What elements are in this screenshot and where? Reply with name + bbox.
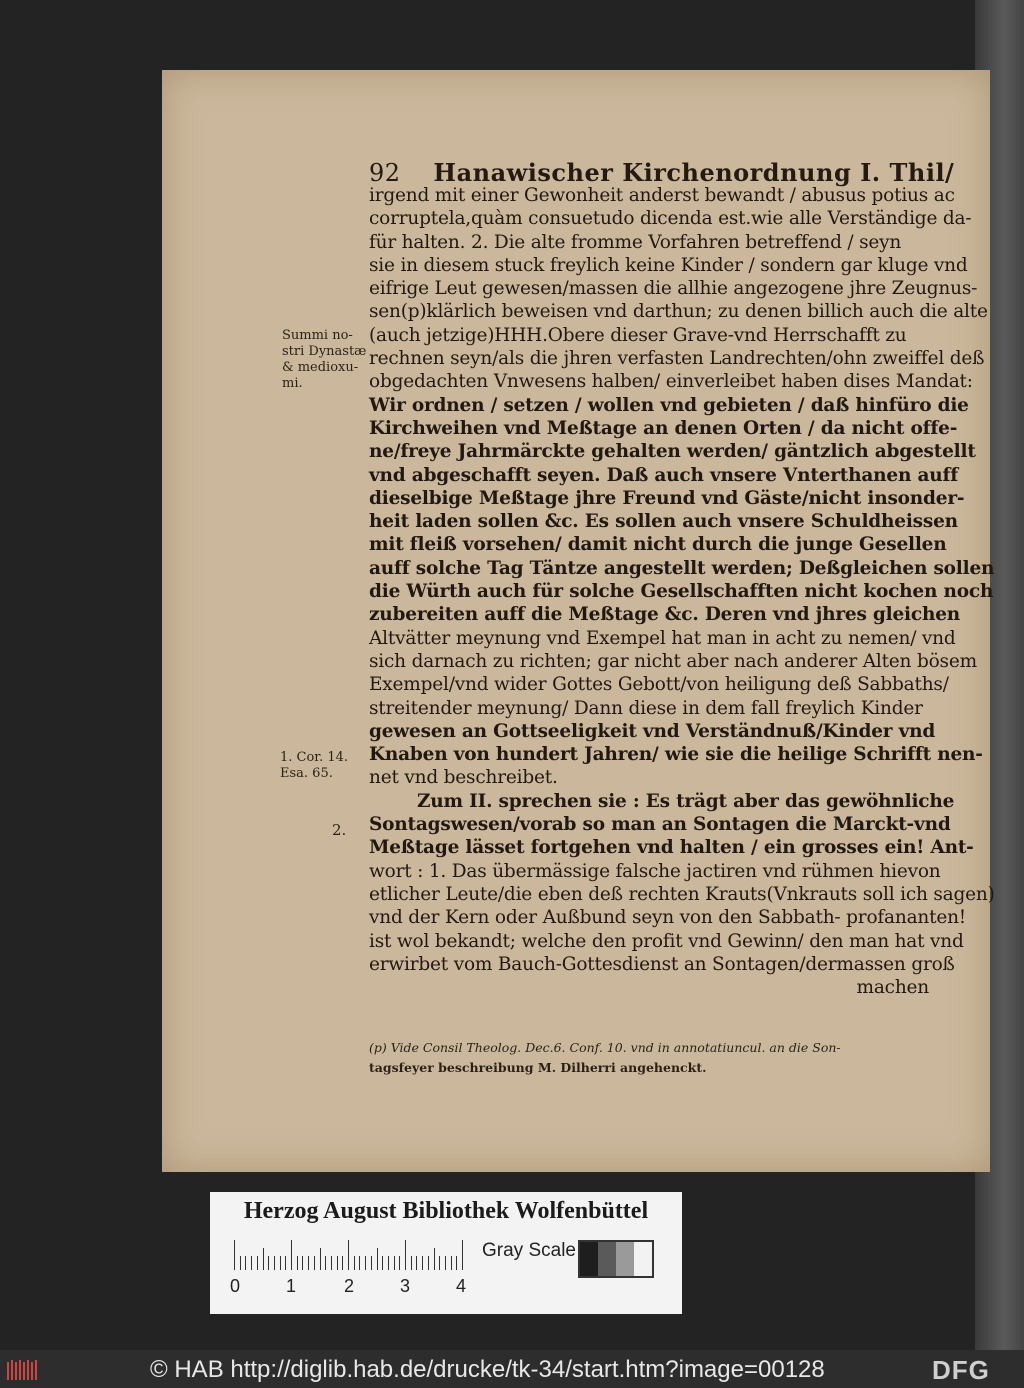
ruler-tick — [280, 1256, 281, 1270]
ruler-tick — [320, 1248, 321, 1270]
ruler-tick — [416, 1256, 417, 1270]
ruler-tick — [422, 1256, 423, 1270]
ruler-tick — [348, 1240, 349, 1270]
ruler-tick — [245, 1256, 246, 1270]
ruler-tick — [263, 1248, 264, 1270]
ruler-tick — [337, 1256, 338, 1270]
running-head — [369, 158, 954, 187]
text-line: Altvätter meynung vnd Exempel hat man in acht zu nemen/ vnd — [369, 627, 956, 649]
text-line: sich darnach zu richten; gar nicht aber nach anderer Alten bösem — [369, 650, 977, 672]
ruler-tick — [354, 1256, 355, 1270]
ruler-tick — [342, 1256, 343, 1270]
gray-scale-swatches — [578, 1240, 654, 1278]
text-line: mit fleiß vorsehen/ damit nicht durch die junge Gesellen — [369, 534, 947, 556]
ruler-tick — [405, 1240, 406, 1270]
text-line: gewesen an Gottseeligkeit vnd Verständnuß/Kinder vnd — [369, 720, 936, 742]
text-line: machen — [856, 977, 929, 999]
ruler-tick — [268, 1256, 269, 1270]
gray-swatch — [616, 1242, 634, 1276]
margin-number: 2. — [332, 821, 347, 839]
ruler-tick — [234, 1240, 235, 1270]
text-line: sie in diesem stuck freylich keine Kinder / sondern gar kluge vnd — [369, 254, 968, 276]
text-line: Kirchweihen vnd Meßtage an denen Orten / da nicht offe- — [369, 417, 958, 439]
ruler-tick — [456, 1256, 457, 1270]
ruler-number: 0 — [230, 1276, 241, 1296]
gray-swatch — [598, 1242, 616, 1276]
ruler-tick — [314, 1256, 315, 1270]
text-line: net vnd beschreibet. — [369, 767, 558, 789]
text-line: obgedachten Vnwesens halben/ einverleibet haben dises Mandat: — [369, 371, 973, 393]
text-line: etlicher Leute/die eben deß rechten Krauts(Vnkrauts soll ich sagen) — [369, 883, 995, 905]
text-line: zubereiten auff die Meßtage &c. Deren vnd jhres gleichen — [369, 604, 961, 626]
gray-swatch — [580, 1242, 598, 1276]
ruler-tick — [451, 1256, 452, 1270]
text-line: vnd abgeschafft seyen. Daß auch vnsere Vnterthanen auff — [369, 464, 959, 486]
ruler-tick — [411, 1256, 412, 1270]
margin-note-summi: Summi no- stri Dynastæ & medioxu- mi. — [282, 328, 367, 391]
text-line: ne/freye Jahrmärckte gehalten werden/ gäntzlich abgestellt — [369, 441, 976, 463]
text-line: vnd der Kern oder Außbund seyn von den Sabbath- profananten! — [369, 907, 967, 929]
ruler-number: 2 — [344, 1276, 355, 1296]
ruler-tick — [382, 1256, 383, 1270]
text-line: eifrige Leut gewesen/massen die allhie angezogene jhre Zeugnus- — [369, 278, 978, 300]
text-line: irgend mit einer Gewonheit anderst bewandt / abusus potius ac — [369, 185, 955, 206]
scale-ruler — [234, 1240, 482, 1270]
running-head-title: Hanawischer Kirchenordnung I. Thil/ — [433, 158, 955, 187]
text-line: wort : 1. Das übermässige falsche jactiren vnd rühmen hievon — [369, 860, 941, 882]
text-line: Sontagswesen/vorab so man an Sontagen die Marckt-vnd — [369, 814, 951, 836]
ruler-number: 4 — [456, 1276, 467, 1296]
text-line: für halten. 2. Die alte fromme Vorfahren betreffend / seyn — [369, 231, 902, 253]
footer-bar — [0, 1350, 1024, 1388]
ruler-tick — [308, 1256, 309, 1270]
text-line: auff solche Tag Täntze angestellt werden; Deßgleichen sollen — [369, 557, 995, 579]
text-line: Wir ordnen / setzen / wollen vnd gebieten / daß hinfüro die — [369, 394, 969, 416]
dfg-logo: DFG — [932, 1355, 990, 1385]
ruler-tick — [285, 1256, 286, 1270]
text-line: erwirbet vom Bauch-Gottesdienst an Sontagen/dermassen groß — [369, 953, 955, 975]
ruler-tick — [462, 1240, 463, 1270]
ruler-tick — [240, 1256, 241, 1270]
gray-scale-label: Gray Scale — [482, 1240, 576, 1261]
ruler-tick — [331, 1256, 332, 1270]
ruler-tick — [325, 1256, 326, 1270]
ruler-tick — [251, 1256, 252, 1270]
library-name: Herzog August Bibliothek Wolfenbüttel — [243, 1198, 649, 1224]
margin-note-bible-refs: 1. Cor. 14. Esa. 65. — [280, 750, 349, 781]
page-number: 92 — [369, 159, 401, 187]
book-page — [162, 70, 995, 1172]
ruler-tick — [371, 1256, 372, 1270]
text-line: ist wol bekandt; welche den profit vnd Gewinn/ den man hat vnd — [369, 930, 964, 952]
body-text — [369, 184, 995, 999]
ruler-tick — [365, 1256, 366, 1270]
ruler-tick — [439, 1256, 440, 1270]
text-line: die Würth auch für solche Gesellschafften nicht kochen noch — [369, 581, 994, 603]
ruler-tick — [394, 1256, 395, 1270]
text-line: streitender meynung/ Dann diese in dem fall freylich Kinder — [369, 697, 923, 719]
footnote: (p) Vide Consil Theolog. Dec.6. Conf. 10. vnd in annotatiuncul. an die Son- tagsfeyer beschreibung M. Dilherri angehenckt. — [369, 1040, 841, 1075]
ruler-tick — [377, 1248, 378, 1270]
text-line: Zum II. sprechen sie : Es trägt aber das gewöhnliche — [417, 790, 955, 812]
text-line: dieselbige Meßtage jhre Freund vnd Gäste/nicht insonder- — [369, 487, 965, 509]
color-target-card — [210, 1192, 682, 1314]
ruler-tick — [399, 1256, 400, 1270]
ruler-tick — [434, 1248, 435, 1270]
gray-swatch — [634, 1242, 652, 1276]
ruler-tick — [302, 1256, 303, 1270]
copyright-link[interactable]: © HAB http://diglib.hab.de/drucke/tk-34/start.htm?image=00128 — [150, 1356, 825, 1383]
text-line: (auch jetzige)HHH.Obere dieser Grave-vnd Herrschafft zu — [369, 324, 907, 346]
ruler-tick — [445, 1256, 446, 1270]
text-line: Exempel/vnd wider Gottes Gebott/von heiligung deß Sabbaths/ — [369, 674, 949, 696]
text-line: heit laden sollen &c. Es sollen auch vnsere Schuldheissen — [369, 511, 958, 533]
ruler-tick — [388, 1256, 389, 1270]
ruler-tick — [297, 1256, 298, 1270]
text-line: sen(p)klärlich beweisen vnd darthun; zu denen billich auch die alte — [369, 301, 988, 323]
text-line: corruptela,quàm consuetudo dicenda est.wie alle Verständige da- — [369, 208, 972, 230]
ruler-tick — [428, 1256, 429, 1270]
ruler-tick — [291, 1240, 292, 1270]
text-line: rechnen seyn/als die jhren verfasten Landrechten/ohn zweiffel deß — [369, 348, 985, 370]
hab-logo-icon — [6, 1358, 40, 1382]
ruler-tick — [274, 1256, 275, 1270]
ruler-tick — [359, 1256, 360, 1270]
ruler-number: 3 — [400, 1276, 411, 1296]
ruler-number: 1 — [286, 1276, 297, 1296]
text-line: Meßtage lässet fortgehen vnd halten / ein grosses ein! Ant- — [369, 837, 974, 859]
text-line: Knaben von hundert Jahren/ wie sie die heilige Schrifft nen- — [369, 744, 983, 766]
ruler-tick — [257, 1256, 258, 1270]
